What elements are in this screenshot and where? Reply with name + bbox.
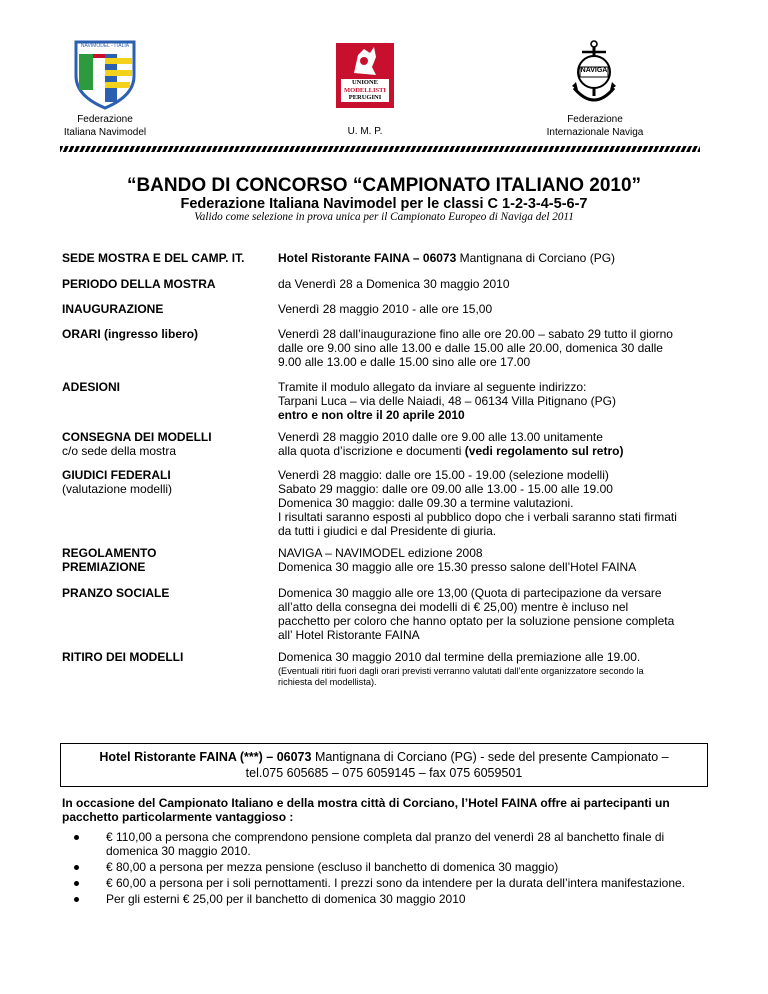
- center-caption: U. M. P.: [347, 126, 383, 137]
- list-item: € 110,00 a persona che comprendono pensione completa dal pranzo del venerdì 28 al banchetto finale di domenica 30 maggio 2010.: [106, 830, 756, 858]
- decorative-divider: [60, 146, 700, 152]
- row-label-periodo: PERIODO DELLA MOSTRA: [62, 277, 216, 291]
- row-label-adesioni: ADESIONI: [62, 380, 121, 394]
- row-label-sede: SEDE MOSTRA E DEL CAMP. IT.: [62, 251, 245, 265]
- naviga-logo: [568, 38, 620, 110]
- row-label-giudici: GIUDICI FEDERALI (valutazione modelli): [62, 468, 173, 496]
- list-item: € 60,00 a persona per i soli pernottamenti. I prezzi sono da intendere per la durata dell’intera manifestazione.: [106, 876, 756, 890]
- row-label-consegna: CONSEGNA DEI MODELLI c/o sede della mostra: [62, 430, 212, 458]
- row-label-orari: ORARI (ingresso libero): [62, 327, 199, 341]
- row-label-pranzo: PRANZO SOCIALE: [62, 586, 170, 600]
- row-value-consegna: Venerdì 28 maggio 2010 dalle ore 9.00 alle 13.00 unitamente alla quota d’iscrizione e documenti (vedi regolamento sul retro): [278, 430, 624, 458]
- ump-logo: [336, 43, 394, 108]
- bullet-icon: [74, 897, 79, 902]
- row-value-sede: Hotel Ristorante FAINA – 06073 Mantignana di Corciano (PG): [278, 251, 616, 265]
- row-label-regolamento: REGOLAMENTO PREMIAZIONE: [62, 546, 157, 574]
- offer-intro: In occasione del Campionato Italiano e della mostra città di Corciano, l’Hotel FAINA offre ai partecipanti un pacchetto particolarmente vantaggioso :: [62, 796, 670, 824]
- hotel-info-box: Hotel Ristorante FAINA (***) – 06073 Mantignana di Corciano (PG) - sede del presente Campionato – tel.075 605685 – 075 6059145 – fax 075 6059501: [60, 743, 708, 787]
- validity-note: Valido come selezione in prova unica per il Campionato Europeo di Naviga del 2011: [194, 211, 574, 223]
- offer-list: [62, 830, 756, 906]
- navimodel-logo-text: NAVIMODEL - ITALIA: [80, 43, 130, 49]
- row-label-inaugurazione: INAUGURAZIONE: [62, 302, 164, 316]
- bullet-icon: [74, 865, 79, 870]
- list-item: € 80,00 a persona per mezza pensione (escluso il banchetto di domenica 30 maggio): [106, 860, 756, 874]
- subtitle: Federazione Italiana Navimodel per le classi C 1-2-3-4-5-6-7: [180, 196, 588, 212]
- bullet-icon: [74, 881, 79, 886]
- row-label-ritiro: RITIRO DEI MODELLI: [62, 650, 184, 664]
- row-value-inaugurazione: Venerdì 28 maggio 2010 - alle ore 15,00: [278, 302, 493, 316]
- right-caption: Federazione Internazionale Naviga: [546, 114, 644, 138]
- naviga-logo-text: NAVIGA: [580, 67, 608, 74]
- row-value-orari: Venerdì 28 dall’inaugurazione fino alle ore 20.00 – sabato 29 tutto il giorno dalle ore 9.00 sino alle 13.00 e dalle 15.00 alle 20.00, domenica 30 dalle 9.00 alle 13.00 e dalle 15.00 sino alle ore 17.00: [278, 327, 673, 369]
- list-item: Per gli esterni € 25,00 per il banchetto di domenica 30 maggio 2010: [106, 892, 756, 906]
- row-value-adesioni: Tramite il modulo allegato da inviare al seguente indirizzo: Tarpani Luca – via delle Naiadi, 48 – 06134 Villa Pitignano (PG) entro e non oltre il 20 aprile 2010: [278, 380, 616, 422]
- row-value-pranzo: Domenica 30 maggio alle ore 13,00 (Quota di partecipazione da versare all’atto della consegna dei modelli di € 25,00) mentre è incluso nel pacchetto per coloro che hanno optato per la soluzione pensione completa all’ Hotel Ristorante FAINA: [278, 586, 675, 642]
- ump-line-2: MODELLISTI: [344, 86, 386, 94]
- ump-line-1: UNIONE: [351, 79, 378, 86]
- row-value-regolamento: NAVIGA – NAVIMODEL edizione 2008 Domenica 30 maggio alle ore 15.30 presso salone dell’Hotel FAINA: [278, 546, 637, 574]
- left-caption: Federazione Italiana Navimodel: [63, 114, 147, 138]
- row-value-ritiro: Domenica 30 maggio 2010 dal termine della premiazione alle 19.00. (Eventuali ritiri fuori dagli orari previsti verranno valutati dall’ente organizzatore secondo la richiesta del modellista).: [278, 650, 644, 687]
- ump-line-3: PERUGINI: [348, 94, 382, 101]
- row-value-giudici: Venerdì 28 maggio: dalle ore 15.00 - 19.00 (selezione modelli) Sabato 29 maggio: dalle ore 09.00 alle 13.00 - 15.00 alle 19.00 Domenica 30 maggio: dalle 09.30 a termine valutazioni. I risultati saranno esposti al pubblico dopo che i verbali saranno stati firmati da tutti i giudici e dal Presidente di giuria.: [278, 468, 677, 538]
- row-value-periodo: da Venerdì 28 a Domenica 30 maggio 2010: [278, 277, 510, 291]
- bullet-icon: [74, 835, 79, 840]
- main-title: “BANDO DI CONCORSO “CAMPIONATO ITALIANO 2010”: [126, 175, 642, 196]
